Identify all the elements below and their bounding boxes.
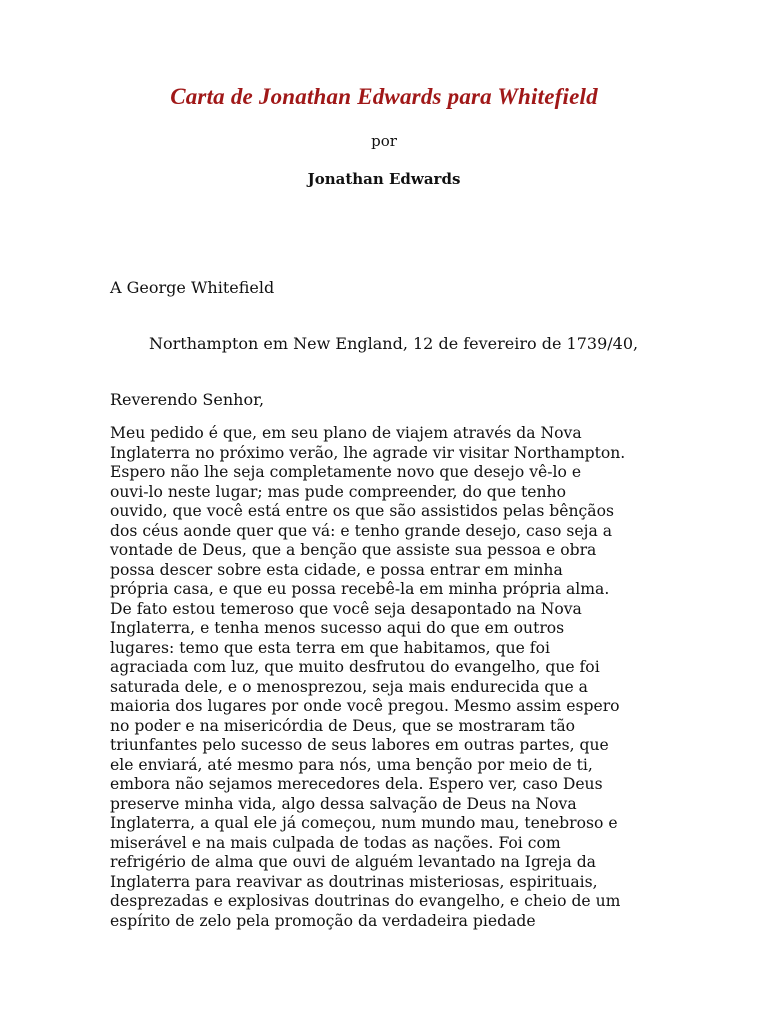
- body-line: própria casa, e que eu possa recebê-la em minha própria alma.: [110, 580, 610, 598]
- body-line: embora não sejamos merecedores dela. Espero ver, caso Deus: [110, 775, 603, 793]
- letter-place-date: Northampton em New England, 12 de fevereiro de 1739/40,: [149, 334, 639, 353]
- body-line: miserável e na mais culpada de todas as nações. Foi com: [110, 833, 561, 852]
- body-line: desprezadas e explosivas doutrinas do evangelho, e cheio de um: [110, 892, 621, 910]
- body-line: saturada dele, e o menosprezou, seja mais endurecida que a: [110, 677, 588, 696]
- body-line: agraciada com luz, que muito desfrutou do evangelho, que foi: [110, 658, 600, 676]
- body-line: espírito de zelo pela promoção da verdadeira piedade: [110, 911, 536, 930]
- body-line: ouvido, que você está entre os que são assistidos pelas bênçãos: [110, 502, 614, 520]
- body-line: lugares: temo que esta terra em que habitamos, que foi: [110, 638, 550, 657]
- body-line: dos céus aonde quer que vá: e tenho grande desejo, caso seja a: [110, 521, 613, 540]
- body-line: Inglaterra, a qual ele já começou, num mundo mau, tenebroso e: [110, 814, 618, 832]
- byline-por: por: [371, 132, 397, 150]
- letter-salutation: Reverendo Senhor,: [110, 390, 265, 409]
- letter-body: [110, 424, 670, 931]
- body-line: ouvi-lo neste lugar; mas pude compreender, do que tenho: [110, 482, 566, 501]
- body-line: no poder e na misericórdia de Deus, que se mostraram tão: [110, 716, 576, 735]
- body-line: Inglaterra, e tenha menos sucesso aqui do que em outros: [110, 619, 565, 637]
- author-name: Jonathan Edwards: [307, 170, 461, 188]
- body-line: ele enviará, até mesmo para nós, uma benção por meio de ti,: [110, 755, 593, 774]
- body-line: Inglaterra para reavivar as doutrinas misteriosas, espirituais,: [110, 872, 598, 891]
- letter-recipient: A George Whitefield: [110, 278, 275, 297]
- body-line: preserve minha vida, algo dessa salvação de Deus na Nova: [110, 794, 577, 813]
- body-line: Inglaterra no próximo verão, lhe agrade vir visitar Northampton.: [110, 443, 626, 462]
- body-line: vontade de Deus, que a benção que assiste sua pessoa e obra: [110, 541, 597, 559]
- body-line: De fato estou temeroso que você seja desapontado na Nova: [110, 599, 582, 618]
- body-line: Meu pedido é que, em seu plano de viajem através da Nova: [110, 424, 582, 442]
- body-line: triunfantes pelo sucesso de seus labores em outras partes, que: [110, 736, 609, 754]
- body-line: possa descer sobre esta cidade, e possa entrar em minha: [110, 560, 563, 579]
- body-line: Espero não lhe seja completamente novo que desejo vê-lo e: [110, 463, 582, 481]
- document-title: Carta de Jonathan Edwards para Whitefield: [170, 84, 598, 109]
- body-line: maioria dos lugares por onde você pregou. Mesmo assim espero: [110, 697, 620, 715]
- body-line: refrigério de alma que ouvi de alguém levantado na Igreja da: [110, 853, 596, 871]
